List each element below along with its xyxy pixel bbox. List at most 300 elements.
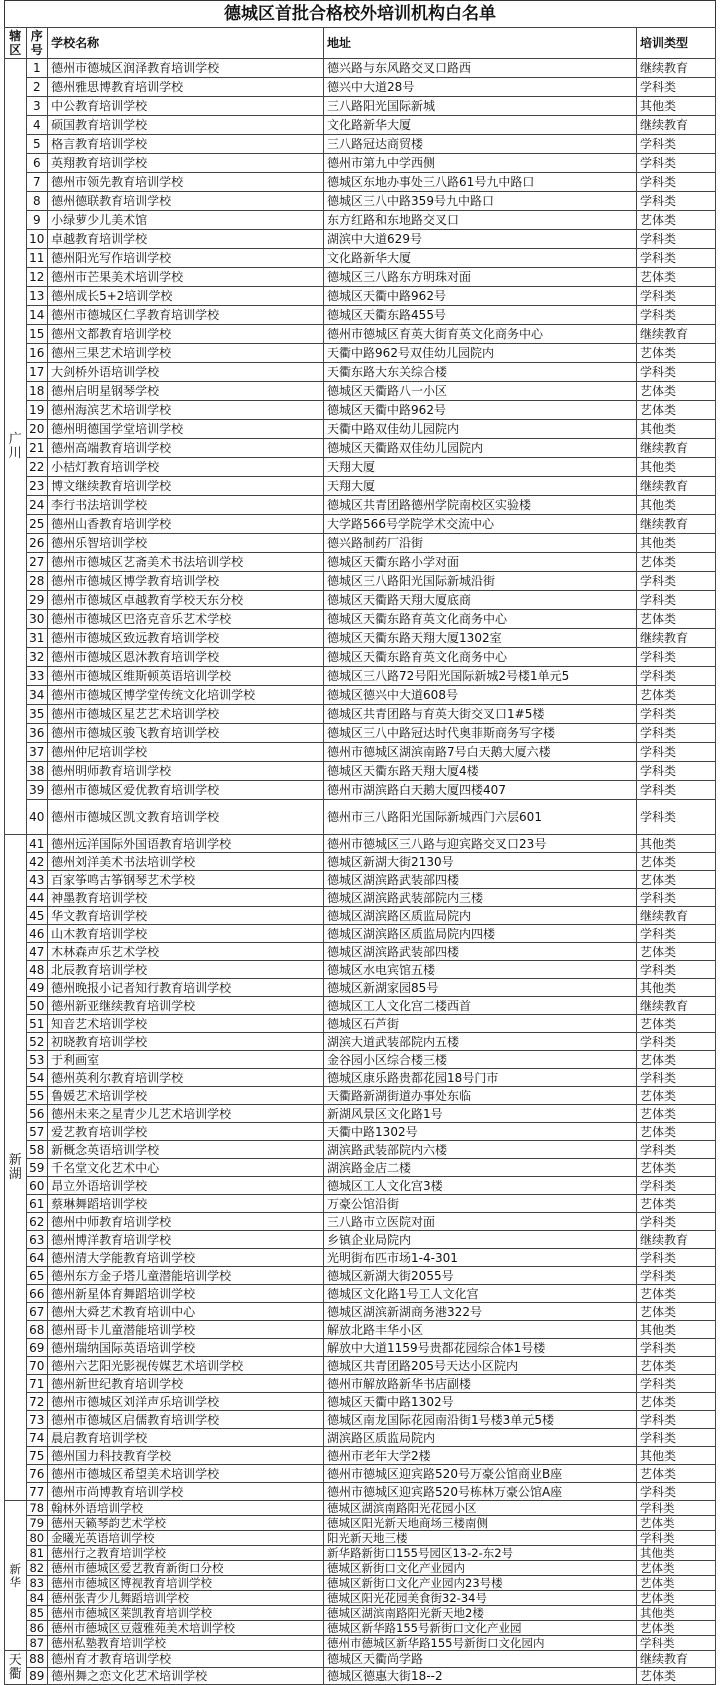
no-cell: 16 — [26, 344, 48, 363]
table-row — [5, 116, 716, 135]
address-cell: 德城区天衢东路天翔大厦1302室 — [324, 629, 637, 648]
no-cell: 50 — [26, 997, 48, 1015]
school-cell: 硕国教育培训学校 — [48, 116, 324, 135]
school-cell: 德州哥卡儿童潜能培训学校 — [48, 1321, 324, 1339]
table-row — [5, 743, 716, 762]
address-cell: 德城区石芦街 — [324, 1015, 637, 1033]
school-cell: 博文继续教育培训学校 — [48, 477, 324, 496]
address-cell: 文化路新华大厦 — [324, 249, 637, 268]
no-cell: 73 — [26, 1411, 48, 1429]
address-cell: 德城区湖滨路区质监局院内四楼 — [324, 925, 637, 943]
address-cell: 德州市三八路阳光国际新城西门六层601 — [324, 800, 637, 835]
no-cell: 76 — [26, 1465, 48, 1483]
school-cell: 德州市德城区博学教育培训学校 — [48, 572, 324, 591]
table-row — [5, 382, 716, 401]
address-cell: 德城区天衢东路小学对面 — [324, 553, 637, 572]
table-row — [5, 961, 716, 979]
header-address: 地址 — [324, 28, 637, 59]
school-cell: 德州市德城区爱优教育培训学校 — [48, 781, 324, 800]
type-cell: 继续教育 — [636, 116, 715, 135]
no-cell: 75 — [26, 1447, 48, 1465]
school-cell: 德州市德城区仁孚教育培训学校 — [48, 306, 324, 325]
no-cell: 60 — [26, 1177, 48, 1195]
no-cell: 22 — [26, 458, 48, 477]
school-cell: 德州文都教育培训学校 — [48, 325, 324, 344]
type-cell: 学科类 — [636, 249, 715, 268]
type-cell: 学科类 — [636, 889, 715, 907]
school-cell: 德州明师教育培训学校 — [48, 762, 324, 781]
table-row — [5, 1606, 716, 1621]
district-cell: 天衢 — [5, 1651, 27, 1685]
no-cell: 11 — [26, 249, 48, 268]
address-cell: 湖滨中大道629号 — [324, 230, 637, 249]
type-cell: 艺体类 — [636, 1621, 715, 1636]
address-cell: 德州市德城区育英大街育英文化商务中心 — [324, 325, 637, 344]
table-row — [5, 724, 716, 743]
type-cell: 艺体类 — [636, 1561, 715, 1576]
school-cell: 德州市德城区莱凯教育培训学校 — [48, 1606, 324, 1621]
school-cell: 德州市德城区润泽教育培训学校 — [48, 59, 324, 78]
address-cell: 阳光新天地三楼 — [324, 1531, 637, 1546]
type-cell: 其他类 — [636, 420, 715, 439]
no-cell: 37 — [26, 743, 48, 762]
address-cell: 天衢路新湖街道办事处东临 — [324, 1087, 637, 1105]
address-cell: 德城区湖滨新湖商务港322号 — [324, 1303, 637, 1321]
type-cell: 艺体类 — [636, 1516, 715, 1531]
no-cell: 82 — [26, 1561, 48, 1576]
whitelist-table — [4, 27, 716, 1685]
table-row — [5, 1375, 716, 1393]
table-row — [5, 230, 716, 249]
no-cell: 1 — [26, 59, 48, 78]
no-cell: 20 — [26, 420, 48, 439]
school-cell: 德州市尚博教育培训学校 — [48, 1483, 324, 1501]
table-row — [5, 1591, 716, 1606]
school-cell: 神墨教育培训学校 — [48, 889, 324, 907]
address-cell: 德城区共青团路与育英大街交叉口1#5楼 — [324, 705, 637, 724]
table-row — [5, 78, 716, 97]
table-row — [5, 1177, 716, 1195]
no-cell: 51 — [26, 1015, 48, 1033]
address-cell: 德城区工人文化宫3楼 — [324, 1177, 637, 1195]
school-cell: 德州清大学能教育培训学校 — [48, 1249, 324, 1267]
address-cell: 德城区新湖大街2055号 — [324, 1267, 637, 1285]
school-cell: 德州舞之恋文化艺术培训学校 — [48, 1668, 324, 1685]
type-cell: 学科类 — [636, 762, 715, 781]
school-cell: 知音艺术培训学校 — [48, 1015, 324, 1033]
address-cell: 德兴中大道28号 — [324, 78, 637, 97]
type-cell: 其他类 — [636, 97, 715, 116]
school-cell: 德州大舜艺术教育培训中心 — [48, 1303, 324, 1321]
type-cell: 其他类 — [636, 979, 715, 997]
school-cell: 小绿萝少儿美术馆 — [48, 211, 324, 230]
table-row — [5, 610, 716, 629]
school-cell: 德州东方金子塔儿童潜能培训学校 — [48, 1267, 324, 1285]
table-row — [5, 1267, 716, 1285]
table-row — [5, 572, 716, 591]
address-cell: 新华路新街口155号园区13-2-东2号 — [324, 1546, 637, 1561]
type-cell: 艺体类 — [636, 1357, 715, 1375]
address-cell: 德兴路与东风路交叉口路西 — [324, 59, 637, 78]
no-cell: 88 — [26, 1651, 48, 1668]
type-cell: 其他类 — [636, 1606, 715, 1621]
table-row — [5, 997, 716, 1015]
table-row — [5, 1213, 716, 1231]
school-cell: 大剑桥外语培训学校 — [48, 363, 324, 382]
type-cell: 艺体类 — [636, 268, 715, 287]
school-cell: 德州市德城区豆蔻雅苑美术培训学校 — [48, 1621, 324, 1636]
table-row — [5, 871, 716, 889]
school-cell: 爱艺教育培训学校 — [48, 1123, 324, 1141]
no-cell: 23 — [26, 477, 48, 496]
school-cell: 德州乐智培训学校 — [48, 534, 324, 553]
table-row — [5, 534, 716, 553]
address-cell: 德城区共青团路德州学院南校区实验楼 — [324, 496, 637, 515]
table-row — [5, 979, 716, 997]
address-cell: 三八路市立医院对面 — [324, 1213, 637, 1231]
school-cell: 德州刘洋美术书法培训学校 — [48, 853, 324, 871]
type-cell: 学科类 — [636, 287, 715, 306]
type-cell: 艺体类 — [636, 1576, 715, 1591]
address-cell: 德城区新街口文化产业园内 — [324, 1561, 637, 1576]
table-row — [5, 1159, 716, 1177]
school-cell: 德州天籁琴韵艺术学校 — [48, 1516, 324, 1531]
table-row — [5, 835, 716, 853]
type-cell: 继续教育 — [636, 1651, 715, 1668]
school-cell: 翰林外语培训学校 — [48, 1501, 324, 1516]
address-cell: 德城区新街口文化产业园内23号楼 — [324, 1576, 637, 1591]
table-row — [5, 1561, 716, 1576]
type-cell: 艺体类 — [636, 1015, 715, 1033]
address-cell: 德城区共青团路205号天达小区院内 — [324, 1357, 637, 1375]
address-cell: 大学路566号学院学术交流中心 — [324, 515, 637, 534]
type-cell: 艺体类 — [636, 1195, 715, 1213]
no-cell: 6 — [26, 154, 48, 173]
table-row — [5, 97, 716, 116]
table-row — [5, 515, 716, 534]
address-cell: 德城区天衢中路1302号 — [324, 1393, 637, 1411]
no-cell: 53 — [26, 1051, 48, 1069]
table-row — [5, 1576, 716, 1591]
type-cell: 学科类 — [636, 591, 715, 610]
address-cell: 德城区天衢路八一小区 — [324, 382, 637, 401]
table-row — [5, 477, 716, 496]
no-cell: 58 — [26, 1141, 48, 1159]
table-row — [5, 889, 716, 907]
address-cell: 德城区三八中路359号九中路口 — [324, 192, 637, 211]
type-cell: 继续教育 — [636, 629, 715, 648]
school-cell: 德州行之教育培训学校 — [48, 1546, 324, 1561]
no-cell: 80 — [26, 1531, 48, 1546]
school-cell: 德州市芒果美术培训学校 — [48, 268, 324, 287]
table-row — [5, 268, 716, 287]
table-row — [5, 853, 716, 871]
address-cell: 天衢中路962号双佳幼儿园院内 — [324, 344, 637, 363]
address-cell: 天翔大厦 — [324, 477, 637, 496]
type-cell: 艺体类 — [636, 1087, 715, 1105]
type-cell: 学科类 — [636, 1339, 715, 1357]
school-cell: 初晓教育培训学校 — [48, 1033, 324, 1051]
address-cell: 德城区天衢中路962号 — [324, 287, 637, 306]
school-cell: 德州启明星钢琴学校 — [48, 382, 324, 401]
no-cell: 30 — [26, 610, 48, 629]
type-cell: 学科类 — [636, 78, 715, 97]
type-cell: 学科类 — [636, 961, 715, 979]
table-row — [5, 1483, 716, 1501]
type-cell: 学科类 — [636, 743, 715, 762]
type-cell: 继续教育 — [636, 515, 715, 534]
no-cell: 26 — [26, 534, 48, 553]
school-cell: 李行书法培训学校 — [48, 496, 324, 515]
type-cell: 学科类 — [636, 1636, 715, 1651]
type-cell: 学科类 — [636, 1375, 715, 1393]
address-cell: 德兴路制药厂沿街 — [324, 534, 637, 553]
type-cell: 艺体类 — [636, 1123, 715, 1141]
address-cell: 德州市解放路新华书店副楼 — [324, 1375, 637, 1393]
type-cell: 学科类 — [636, 572, 715, 591]
table-row — [5, 1501, 716, 1516]
table-row — [5, 1231, 716, 1249]
address-cell: 德州市第九中学西侧 — [324, 154, 637, 173]
type-cell: 继续教育 — [636, 325, 715, 344]
no-cell: 25 — [26, 515, 48, 534]
type-cell: 学科类 — [636, 1177, 715, 1195]
type-cell: 其他类 — [636, 1546, 715, 1561]
type-cell: 学科类 — [636, 1483, 715, 1501]
type-cell: 其他类 — [636, 1447, 715, 1465]
address-cell: 天衢中路1302号 — [324, 1123, 637, 1141]
school-cell: 德州瑞纳国际英语培训学校 — [48, 1339, 324, 1357]
no-cell: 71 — [26, 1375, 48, 1393]
no-cell: 2 — [26, 78, 48, 97]
school-cell: 千名堂文化艺术中心 — [48, 1159, 324, 1177]
school-cell: 德州市德城区艺斋美术书法培训学校 — [48, 553, 324, 572]
address-cell: 德州市德城区迎宾路520号万豪公馆商业B座 — [324, 1465, 637, 1483]
table-row — [5, 1087, 716, 1105]
no-cell: 41 — [26, 835, 48, 853]
address-cell: 天衢东路大东关综合楼 — [324, 363, 637, 382]
no-cell: 64 — [26, 1249, 48, 1267]
table-row — [5, 401, 716, 420]
type-cell: 其他类 — [636, 835, 715, 853]
address-cell: 金谷园小区综合楼三楼 — [324, 1051, 637, 1069]
school-cell: 德州市德城区维斯顿英语培训学校 — [48, 667, 324, 686]
address-cell: 新湖风景区文化路1号 — [324, 1105, 637, 1123]
school-cell: 卓越教育培训学校 — [48, 230, 324, 249]
table-row — [5, 211, 716, 230]
type-cell: 艺体类 — [636, 1303, 715, 1321]
no-cell: 79 — [26, 1516, 48, 1531]
address-cell: 德城区德惠大街18--2 — [324, 1668, 637, 1685]
no-cell: 67 — [26, 1303, 48, 1321]
table-row — [5, 1516, 716, 1531]
no-cell: 47 — [26, 943, 48, 961]
no-cell: 35 — [26, 705, 48, 724]
school-cell: 德州博洋教育培训学校 — [48, 1231, 324, 1249]
no-cell: 70 — [26, 1357, 48, 1375]
school-cell: 格言教育培训学校 — [48, 135, 324, 154]
address-cell: 德城区三八路72号阳光国际新城2号楼1单元5 — [324, 667, 637, 686]
address-cell: 德城区三八中路冠达时代奥菲斯商务写字楼 — [324, 724, 637, 743]
no-cell: 61 — [26, 1195, 48, 1213]
address-cell: 光明街布匹市场1-4-301 — [324, 1249, 637, 1267]
type-cell: 学科类 — [636, 1267, 715, 1285]
address-cell: 解放中大道1159号贵都花园综合体1号楼 — [324, 1339, 637, 1357]
no-cell: 59 — [26, 1159, 48, 1177]
school-cell: 德州成长5+2培训学校 — [48, 287, 324, 306]
school-cell: 德州六艺阳光影视传媒艺术培训学校 — [48, 1357, 324, 1375]
table-row — [5, 306, 716, 325]
school-cell: 德州市德城区星艺艺术培训学校 — [48, 705, 324, 724]
type-cell: 艺体类 — [636, 1591, 715, 1606]
type-cell: 艺体类 — [636, 1285, 715, 1303]
no-cell: 34 — [26, 686, 48, 705]
address-cell: 德城区东地办事处三八路61号九中路口 — [324, 173, 637, 192]
table-row — [5, 925, 716, 943]
type-cell: 继续教育 — [636, 439, 715, 458]
type-cell: 学科类 — [636, 192, 715, 211]
table-row — [5, 1105, 716, 1123]
no-cell: 78 — [26, 1501, 48, 1516]
no-cell: 89 — [26, 1668, 48, 1685]
address-cell: 德城区湖滨路区质监局院内 — [324, 907, 637, 925]
no-cell: 5 — [26, 135, 48, 154]
table-row — [5, 1321, 716, 1339]
table-row — [5, 458, 716, 477]
no-cell: 65 — [26, 1267, 48, 1285]
no-cell: 54 — [26, 1069, 48, 1087]
school-cell: 北辰教育培训学校 — [48, 961, 324, 979]
table-row — [5, 591, 716, 610]
type-cell: 艺体类 — [636, 871, 715, 889]
table-row — [5, 154, 716, 173]
no-cell: 14 — [26, 306, 48, 325]
type-cell: 其他类 — [636, 496, 715, 515]
no-cell: 56 — [26, 1105, 48, 1123]
address-cell: 三八路阳光国际新城 — [324, 97, 637, 116]
no-cell: 52 — [26, 1033, 48, 1051]
whitelist-document — [4, 0, 716, 1685]
table-row — [5, 420, 716, 439]
no-cell: 48 — [26, 961, 48, 979]
table-row — [5, 1339, 716, 1357]
table-row — [5, 173, 716, 192]
school-cell: 德州远洋国际外国语教育培训学校 — [48, 835, 324, 853]
table-row — [5, 705, 716, 724]
address-cell: 德城区康乐路贵都花园18号门市 — [324, 1069, 637, 1087]
no-cell: 86 — [26, 1621, 48, 1636]
no-cell: 63 — [26, 1231, 48, 1249]
type-cell: 学科类 — [636, 1501, 715, 1516]
no-cell: 46 — [26, 925, 48, 943]
type-cell: 继续教育 — [636, 59, 715, 78]
address-cell: 德城区南龙国际花园南沿街1号楼3单元5楼 — [324, 1411, 637, 1429]
address-cell: 文化路新华大厦 — [324, 116, 637, 135]
type-cell: 学科类 — [636, 306, 715, 325]
school-cell: 木林森声乐艺术学校 — [48, 943, 324, 961]
table-row — [5, 325, 716, 344]
school-cell: 德州高端教育培训学校 — [48, 439, 324, 458]
table-row — [5, 1429, 716, 1447]
address-cell: 德城区湖滨路武装部四楼 — [324, 943, 637, 961]
no-cell: 66 — [26, 1285, 48, 1303]
table-row — [5, 1651, 716, 1668]
type-cell: 学科类 — [636, 1141, 715, 1159]
address-cell: 德城区德兴中大道608号 — [324, 686, 637, 705]
table-row — [5, 686, 716, 705]
school-cell: 德州私塾教育培训学校 — [48, 1636, 324, 1651]
no-cell: 69 — [26, 1339, 48, 1357]
school-cell: 德州仲尼培训学校 — [48, 743, 324, 762]
table-row — [5, 1357, 716, 1375]
table-row — [5, 1393, 716, 1411]
table-row — [5, 135, 716, 154]
no-cell: 28 — [26, 572, 48, 591]
type-cell: 艺体类 — [636, 686, 715, 705]
address-cell: 德城区水电宾馆五楼 — [324, 961, 637, 979]
school-cell: 德州海滨艺术培训学校 — [48, 401, 324, 420]
type-cell: 学科类 — [636, 1429, 715, 1447]
no-cell: 17 — [26, 363, 48, 382]
table-row — [5, 1033, 716, 1051]
header-school: 学校名称 — [48, 28, 324, 59]
table-row — [5, 496, 716, 515]
address-cell: 乡镇企业局院内 — [324, 1231, 637, 1249]
table-row — [5, 1447, 716, 1465]
no-cell: 68 — [26, 1321, 48, 1339]
no-cell: 77 — [26, 1483, 48, 1501]
type-cell: 学科类 — [636, 1069, 715, 1087]
type-cell: 艺体类 — [636, 943, 715, 961]
type-cell: 学科类 — [636, 800, 715, 835]
school-cell: 德州雅思博教育培训学校 — [48, 78, 324, 97]
type-cell: 其他类 — [636, 1321, 715, 1339]
type-cell: 学科类 — [636, 230, 715, 249]
address-cell: 德城区天衢东路455号 — [324, 306, 637, 325]
no-cell: 74 — [26, 1429, 48, 1447]
table-row — [5, 287, 716, 306]
table-row — [5, 439, 716, 458]
address-cell: 德州市德城区迎宾路520号栋林万豪公馆A座 — [324, 1483, 637, 1501]
no-cell: 21 — [26, 439, 48, 458]
address-cell: 天翔大厦 — [324, 458, 637, 477]
type-cell: 其他类 — [636, 458, 715, 477]
no-cell: 19 — [26, 401, 48, 420]
no-cell: 33 — [26, 667, 48, 686]
school-cell: 中公教育培训学校 — [48, 97, 324, 116]
address-cell: 德城区新湖家园85号 — [324, 979, 637, 997]
type-cell: 艺体类 — [636, 1465, 715, 1483]
table-row — [5, 1051, 716, 1069]
school-cell: 蔡琳舞蹈培训学校 — [48, 1195, 324, 1213]
address-cell: 德城区湖滨南路阳光花园小区 — [324, 1501, 637, 1516]
no-cell: 32 — [26, 648, 48, 667]
type-cell: 学科类 — [636, 667, 715, 686]
type-cell: 学科类 — [636, 1411, 715, 1429]
address-cell: 东方红路和东地路交叉口 — [324, 211, 637, 230]
type-cell: 学科类 — [636, 135, 715, 154]
school-cell: 德州未来之星青少儿艺术培训学校 — [48, 1105, 324, 1123]
table-row — [5, 943, 716, 961]
address-cell: 德城区湖滨路武装部四楼 — [324, 871, 637, 889]
address-cell: 德州市德城区湖滨南路7号白天鹅大厦六楼 — [324, 743, 637, 762]
address-cell: 德城区文化路1号工人文化宫 — [324, 1285, 637, 1303]
type-cell: 学科类 — [636, 1531, 715, 1546]
table-row — [5, 59, 716, 78]
no-cell: 13 — [26, 287, 48, 306]
school-cell: 德州张青少儿舞蹈培训学校 — [48, 1591, 324, 1606]
address-cell: 三八路冠达商贸楼 — [324, 135, 637, 154]
